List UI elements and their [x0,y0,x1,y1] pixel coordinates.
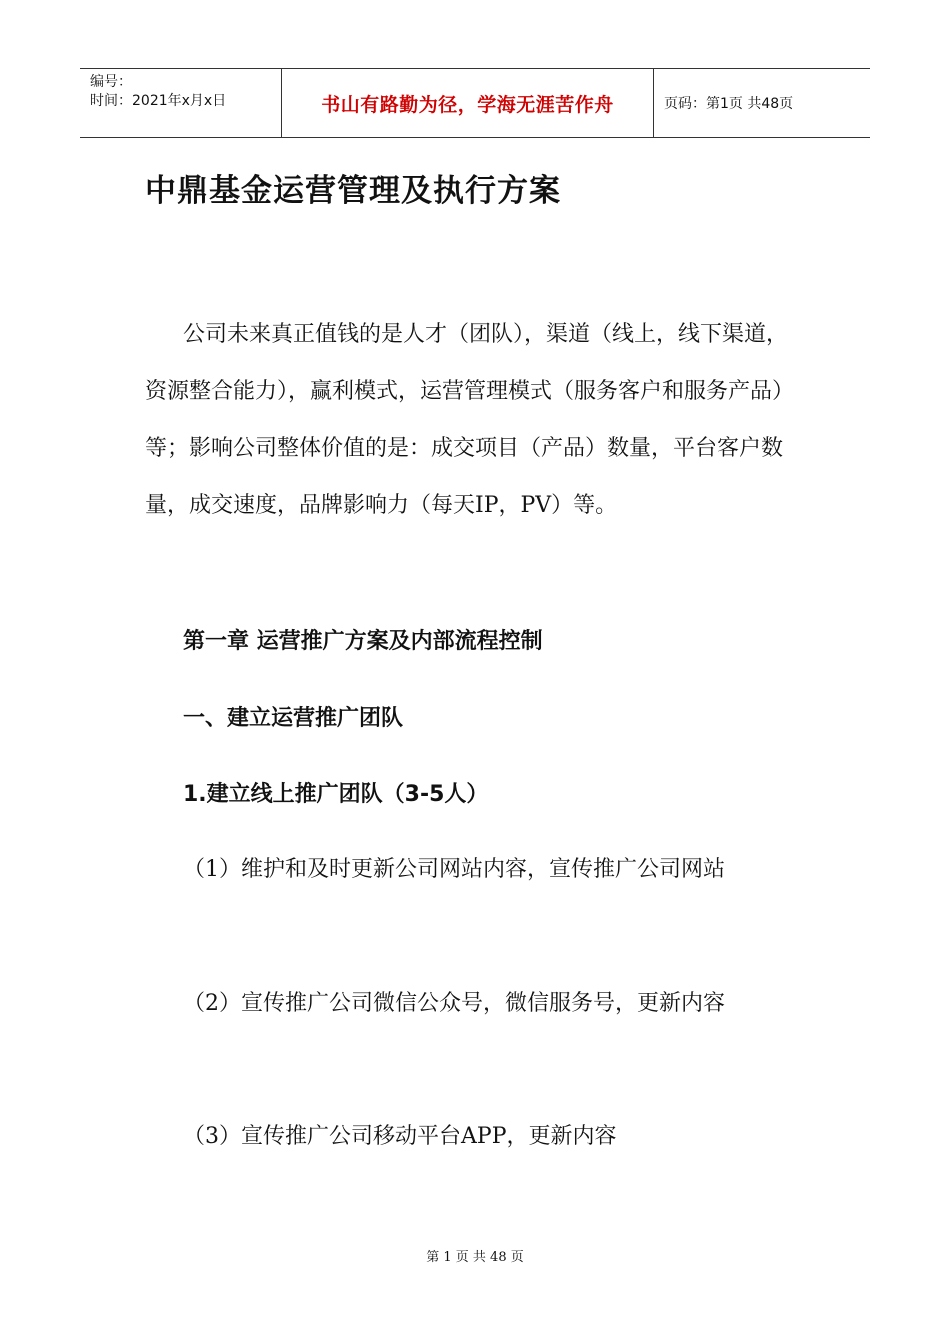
list-item-text: （2）宣传推广公司微信公众号，微信服务号，更新内容 [183,991,725,1016]
page-footer: 第 1 页 共 48 页 [426,1250,524,1265]
number-label: 编号： [90,74,132,90]
intro-paragraph [145,306,805,534]
chapter-heading: 第一章 运营推广方案及内部流程控制 [183,629,543,654]
header-motto: 书山有路勤为径，学海无涯苦作舟 [282,69,654,137]
list-item [145,975,805,1032]
section-heading: 一、建立运营推广团队 [183,706,404,731]
header-meta [80,69,282,137]
page-header [80,68,870,138]
subsection-heading: 1.建立线上推广团队（3-5人） [183,782,489,807]
list-item [145,1108,805,1165]
time-label: 时间：2021年x月x日 [90,93,227,109]
list-item-text: （1）维护和及时更新公司网站内容，宣传推广公司网站 [183,857,725,882]
list-item-text: （3）宣传推广公司移动平台APP，更新内容 [183,1124,617,1149]
intro-text: 公司未来真正值钱的是人才（团队），渠道（线上，线下渠道，资源整合能力），赢利模式，运营管理模式（服务客户和服务产品）等；影响公司整体价值的是：成交项目（产品）数量，平台客户数量，成交速度，品牌影响力（每天IP，PV）等。 [145,322,795,518]
list-item [145,841,805,898]
header-page-code: 页码：第1页 共48页 [664,96,794,112]
document-title: 中鼎基金运营管理及执行方案 [145,173,561,209]
